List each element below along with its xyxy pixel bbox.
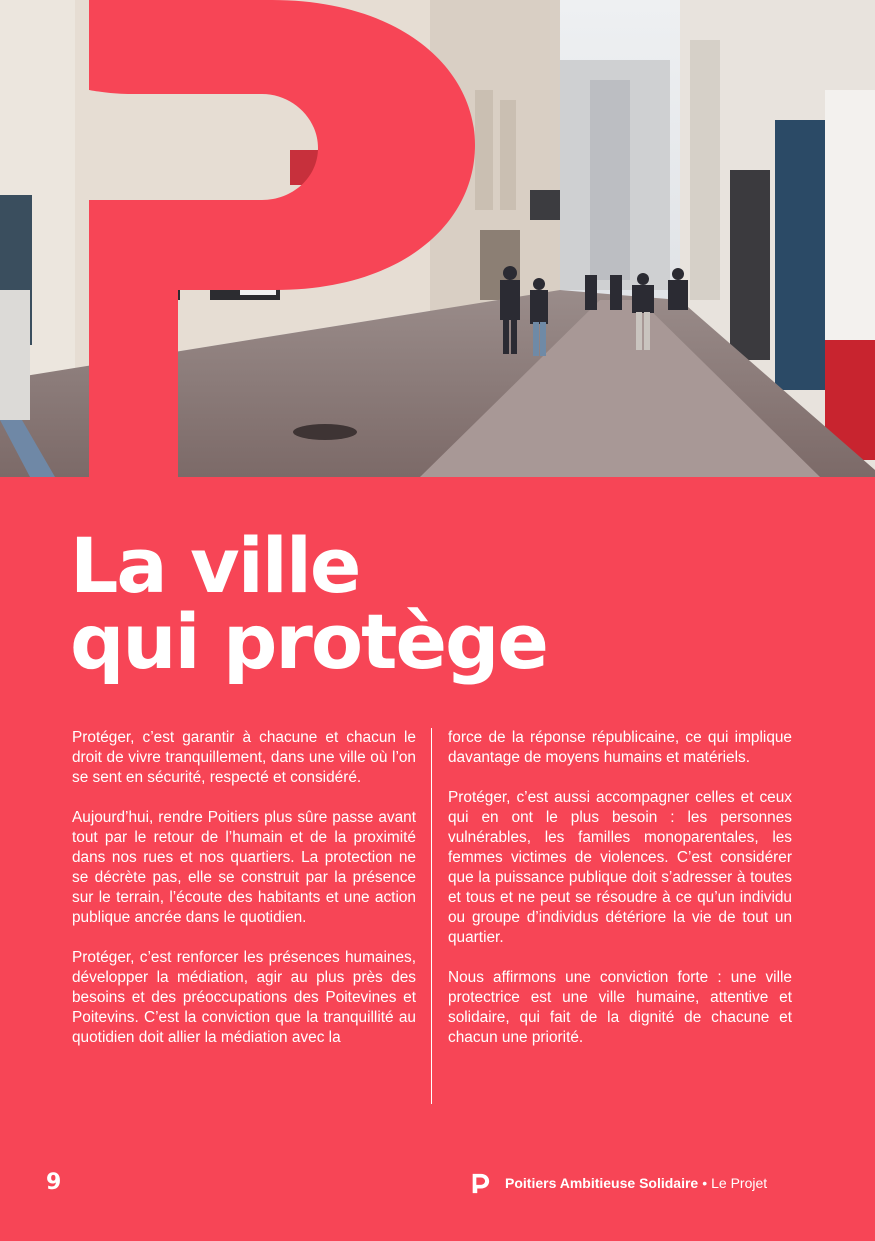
- footer-separator: •: [702, 1175, 708, 1191]
- title-line-1: La ville: [70, 521, 360, 610]
- title-line-2: qui protège: [70, 597, 547, 686]
- footer-section: Le Projet: [711, 1175, 768, 1191]
- right-text-column: [448, 728, 792, 1068]
- page-number: 9: [46, 1170, 62, 1195]
- paragraph: Protéger, c’est garantir à chacune et chacun le droit de vivre tranquillement, dans une ville où l’on se sent en sécurité, respecté et considéré.: [72, 729, 416, 786]
- column-divider: [431, 728, 432, 1104]
- paragraph: Protéger, c’est renforcer les présences humaines, développer la médiation, agir au plus près des besoins et des préoccupations des Poitevines et Poitevins. C’est la conviction que la tranquillité au quotidien doit allier la médiation avec la: [72, 949, 416, 1046]
- p-logo-icon: [469, 1172, 491, 1194]
- street-photo: [0, 0, 875, 477]
- paragraph: Protéger, c’est aussi accompagner celles et ceux qui en ont le plus besoin : les personnes vulnérables, les familles monoparentales, les femmes victimes de violences. C’est considérer que la puissance publique doit s’adresser à toutes et tous et ne peut se résoudre à ce qu’un individu ou groupe d’individus détériore la vie de tout un quartier.: [448, 789, 792, 946]
- paragraph: force de la réponse républicaine, ce qui implique davantage de moyens humains et matériels.: [448, 729, 792, 766]
- header-photo: [0, 0, 875, 477]
- paragraph: Aujourd’hui, rendre Poitiers plus sûre passe avant tout par le retour de l’humain et de la proximité dans nos rues et nos quartiers. La protection ne se décrète pas, elle se construit par la présence sur le terrain, l’écoute des habitants et une action publique ancrée dans le quotidien.: [72, 809, 416, 926]
- paragraph: Nous affirmons une conviction forte : une ville protectrice est une ville humaine, attentive et solidaire, qui fait de la dignité de chacune et chacun une priorité.: [448, 969, 792, 1046]
- footer: [469, 1172, 767, 1194]
- footer-brand: Poitiers Ambitieuse Solidaire: [505, 1175, 699, 1191]
- left-text-column: [72, 728, 416, 1068]
- page-title: [70, 521, 547, 686]
